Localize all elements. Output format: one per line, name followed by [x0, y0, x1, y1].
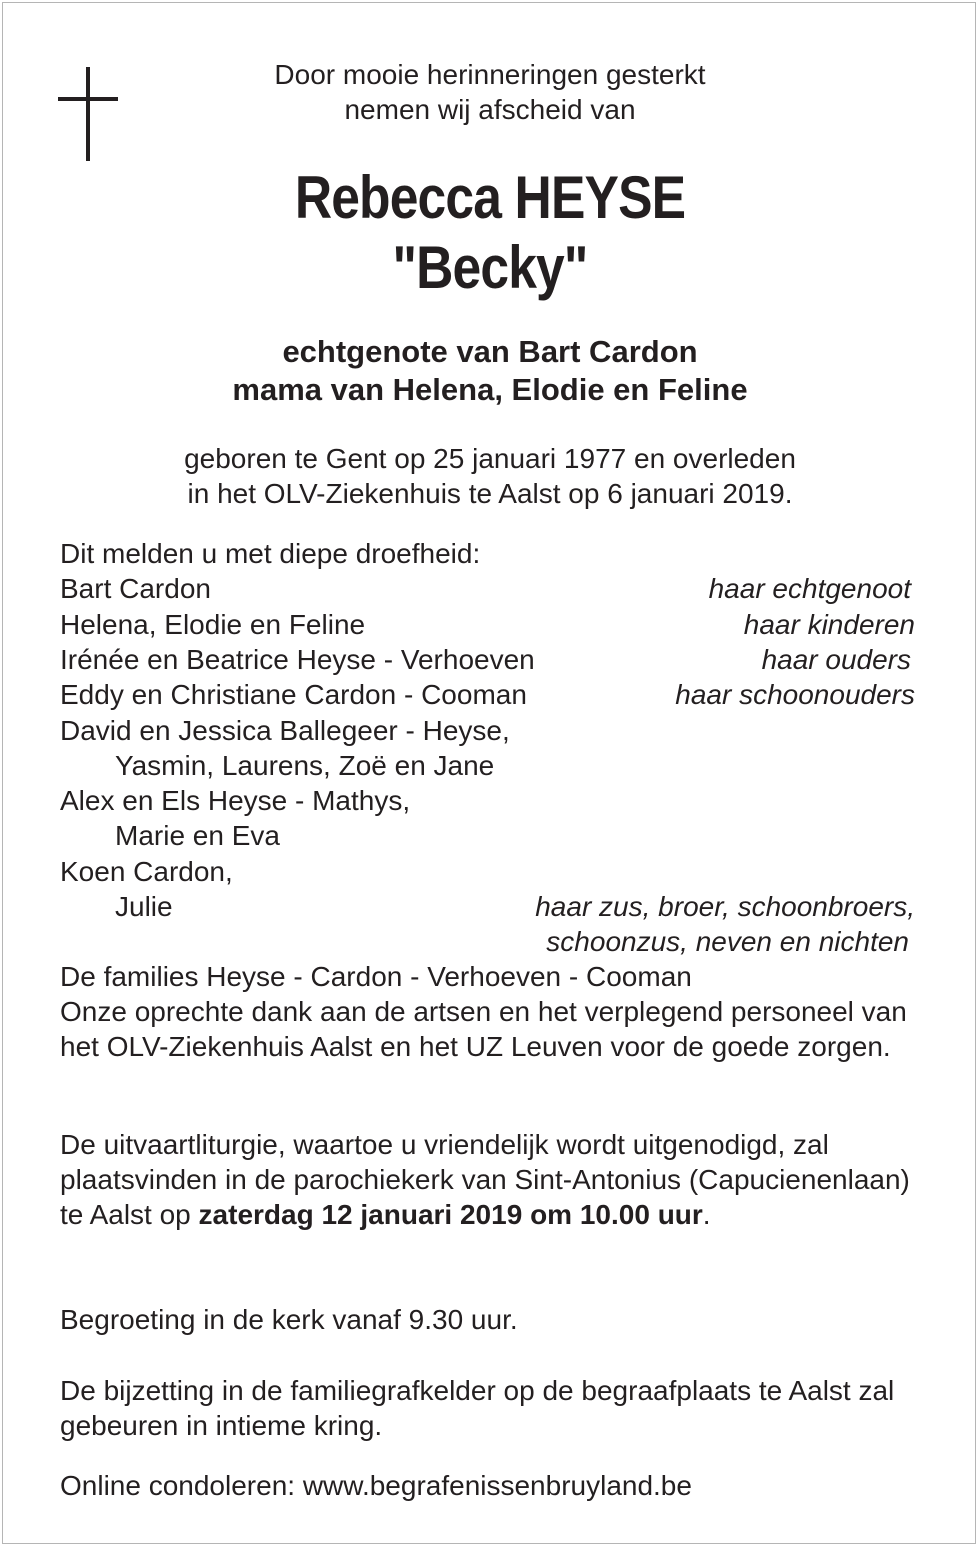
- full-name: Rebecca HEYSE: [294, 164, 686, 231]
- family-role-continued: schoonzus, neven en nichten: [546, 926, 909, 957]
- announce-heading: Dit melden u met diepe droefheid:: [60, 538, 481, 569]
- family-name: Bart Cardon: [60, 573, 211, 604]
- family-name: Julie: [115, 891, 173, 922]
- burial-paragraph: De bijzetting in de familiegrafkelder op de begraafplaats te Aalst zal gebeuren in intieme kring.: [60, 1375, 895, 1441]
- family-role: haar ouders: [761, 644, 911, 675]
- thanks-paragraph: Onze oprechte dank aan de artsen en het verplegend personeel van het OLV-Ziekenhuis Aalst en het UZ Leuven voor de goede zorgen.: [60, 996, 907, 1062]
- family-name: Koen Cardon,: [60, 856, 233, 887]
- liturgy-date: zaterdag 12 januari 2019: [198, 1199, 523, 1230]
- intro-line: nemen wij afscheid van: [344, 94, 636, 125]
- relations: [3, 333, 977, 409]
- families-line: De families Heyse - Cardon - Verhoeven - Cooman: [60, 961, 692, 992]
- birth-line: geboren te Gent op 25 januari 1977 en overleden: [184, 443, 796, 474]
- liturgy-time: om 10.00 uur: [530, 1199, 703, 1230]
- death-line: in het OLV-Ziekenhuis te Aalst op 6 januari 2019.: [187, 478, 793, 509]
- birth-death-info: [3, 441, 977, 511]
- family-role: haar zus, broer, schoonbroers,: [535, 891, 915, 922]
- family-role: haar schoonouders: [675, 679, 915, 710]
- liturgy-end: .: [702, 1199, 711, 1230]
- family-name: Irénée en Beatrice Heyse - Verhoeven: [60, 644, 535, 675]
- family-name: Alex en Els Heyse - Mathys,: [60, 785, 411, 816]
- family-name: Yasmin, Laurens, Zoë en Jane: [115, 750, 495, 781]
- online-condolences: Online condoleren: www.begrafenissenbruyland.be: [60, 1470, 692, 1501]
- family-role: haar echtgenoot: [708, 573, 911, 604]
- family-name: David en Jessica Ballegeer - Heyse,: [60, 715, 510, 746]
- deceased-name: [71, 163, 909, 303]
- nickname: "Becky": [392, 234, 588, 301]
- family-name: Marie en Eva: [115, 820, 280, 851]
- obituary-card: [2, 2, 976, 1544]
- family-role: haar kinderen: [743, 609, 915, 640]
- relation-line: echtgenote van Bart Cardon: [282, 334, 698, 369]
- greeting-paragraph: Begroeting in de kerk vanaf 9.30 uur.: [60, 1304, 518, 1335]
- family-name: Eddy en Christiane Cardon - Cooman: [60, 679, 527, 710]
- liturgy-text: De uitvaartliturgie, waartoe u vriendelijk wordt uitgenodigd, zal plaatsvinden in de parochiekerk van Sint-Antonius (Capucienenlaan) te Aalst op: [60, 1129, 910, 1230]
- intro-line: Door mooie herinneringen gesterkt: [274, 59, 706, 90]
- intro-text: [3, 57, 977, 127]
- relation-line: mama van Helena, Elodie en Feline: [232, 372, 748, 407]
- family-name: Helena, Elodie en Feline: [60, 609, 366, 640]
- liturgy-paragraph: [60, 1127, 920, 1232]
